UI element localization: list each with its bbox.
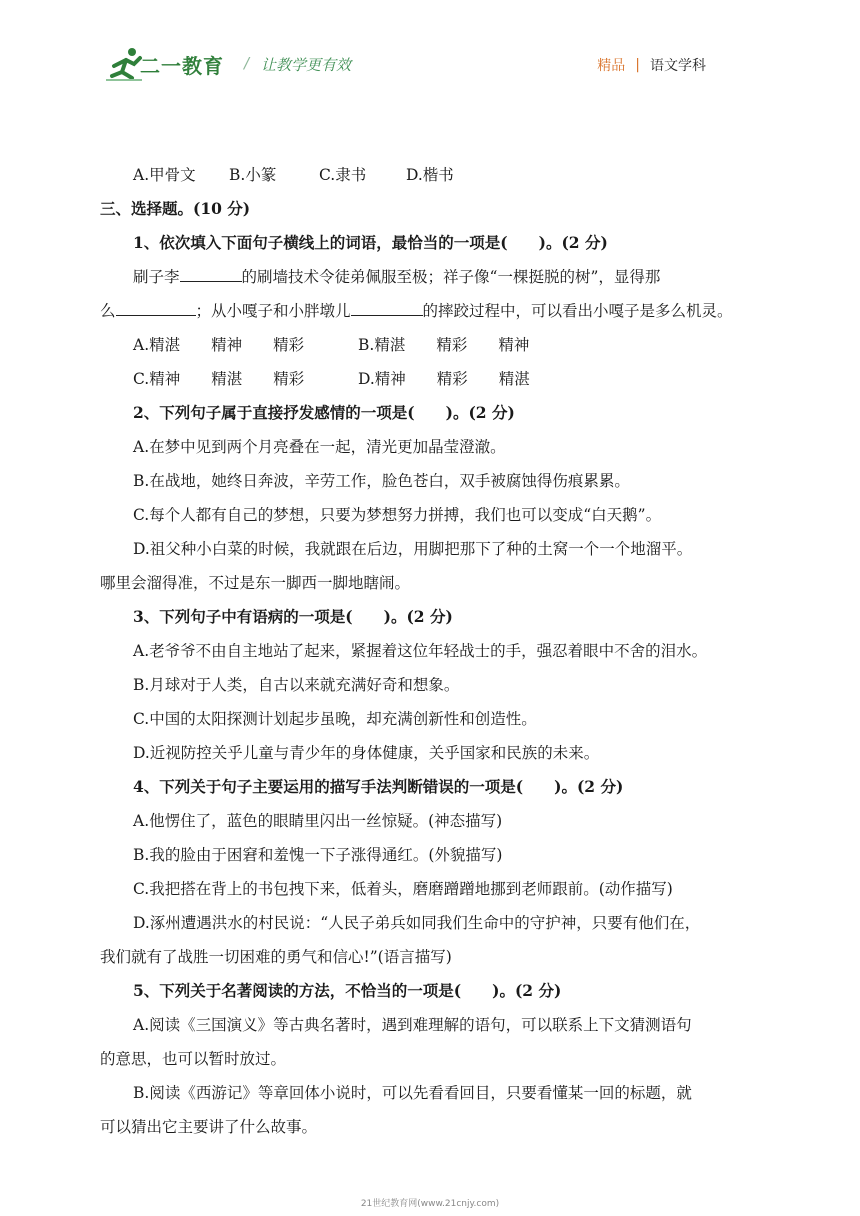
question-4-option-d-cont: 我们就有了战胜一切困难的勇气和信心!”(语言描写) — [100, 948, 452, 966]
option-c: C.精神 精湛 精彩 — [133, 370, 305, 388]
option-d: D.楷书 — [406, 166, 454, 184]
page-footer: 21世纪教育网(www.21cnjy.com) — [360, 1199, 500, 1209]
question-2-option-b: B.在战地，她终日奔波，辛劳工作，脸色苍白，双手被腐蚀得伤痕累累。 — [133, 472, 630, 490]
brand-name: 二一教育 — [140, 54, 224, 78]
question-5: 5、下列关于名著阅读的方法，不恰当的一项是( )。(2 分) — [133, 981, 562, 1000]
stem-text: 的摔跤过程中，可以看出小嘎子是多么机灵。 — [422, 302, 733, 320]
option-d: D.精神 精彩 精湛 — [358, 370, 530, 388]
question-4-option-c: C.我把搭在背上的书包拽下来，低着头，磨磨蹭蹭地挪到老师跟前。(动作描写) — [133, 880, 673, 898]
question-2-option-c: C.每个人都有自己的梦想，只要为梦想努力拼搏，我们也可以变成“白天鹅”。 — [133, 506, 662, 524]
blank-3 — [351, 295, 423, 316]
question-1-stem-line1 — [100, 260, 770, 294]
question-4-option-b: B.我的脸由于困窘和羞愧一下子涨得通红。(外貌描写) — [133, 846, 503, 864]
prev-question-options — [100, 158, 770, 192]
page-header — [0, 0, 860, 100]
question-4-option-a: A.他愣住了，蓝色的眼睛里闪出一丝惊疑。(神态描写) — [133, 812, 503, 830]
slogan: 让教学更有效 — [261, 56, 352, 74]
question-3-option-b: B.月球对于人类，自古以来就充满好奇和想象。 — [133, 676, 460, 694]
blank-2 — [116, 295, 196, 316]
stem-text: 刷子李 — [133, 268, 180, 286]
question-3: 3、下列句子中有语病的一项是( )。(2 分) — [133, 607, 453, 626]
question-2-option-d-cont: 哪里会溜得准，不过是东一脚西一脚地瞎闹。 — [100, 574, 411, 592]
question-3-option-c: C.中国的太阳探测计划起步虽晚，却充满创新性和创造性。 — [133, 710, 537, 728]
question-4-option-d: D.涿州遭遇洪水的村民说：“人民子弟兵如同我们生命中的守护神，只要有他们在， — [133, 914, 701, 932]
question-1-stem-line2 — [100, 294, 770, 328]
slogan-separator: / — [244, 54, 250, 72]
question-4: 4、下列关于句子主要运用的描写手法判断错误的一项是( )。(2 分) — [133, 777, 624, 796]
section-heading: 三、选择题。(10 分) — [100, 199, 251, 218]
stem-text: 么 — [100, 302, 116, 320]
premium-tag: 精品 — [597, 58, 626, 74]
stem-text: ；从小嘎子和小胖墩儿 — [195, 302, 351, 320]
option-a: A.精湛 精神 精彩 — [133, 336, 305, 354]
question-1-options-row2 — [100, 362, 770, 396]
question-2: 2、下列句子属于直接抒发感情的一项是( )。(2 分) — [133, 403, 515, 422]
tag-separator: | — [635, 57, 640, 73]
question-3-option-d: D.近视防控关乎儿童与青少年的身体健康，关乎国家和民族的未来。 — [133, 744, 600, 762]
subject-tag: 语文学科 — [650, 58, 706, 74]
option-a: A.甲骨文 — [133, 166, 196, 184]
option-c: C.隶书 — [319, 166, 367, 184]
question-5-option-b-cont: 可以猜出它主要讲了什么故事。 — [100, 1118, 318, 1136]
question-1-options-row1 — [100, 328, 770, 362]
header-tags — [597, 55, 706, 75]
question-1: 1、依次填入下面句子横线上的词语，最恰当的一项是( )。(2 分) — [133, 233, 608, 252]
question-2-option-a: A.在梦中见到两个月亮叠在一起，清光更加晶莹澄澈。 — [133, 438, 506, 456]
option-b: B.小篆 — [229, 166, 277, 184]
question-2-option-d: D.祖父种小白菜的时候，我就跟在后边，用脚把那下了种的土窝一个一个地溜平。 — [133, 540, 693, 558]
question-5-option-a-cont: 的意思，也可以暂时放过。 — [100, 1050, 287, 1068]
option-b: B.精湛 精彩 精神 — [358, 336, 530, 354]
blank-1 — [180, 261, 242, 282]
stem-text: 的刷墙技术令徒弟佩服至极；祥子像“一棵挺脱的树”，显得那 — [241, 268, 661, 286]
question-3-option-a: A.老爷爷不由自主地站了起来，紧握着这位年轻战士的手，强忍着眼中不舍的泪水。 — [133, 642, 708, 660]
document-body — [100, 158, 770, 1144]
question-5-option-b: B.阅读《西游记》等章回体小说时，可以先看看回目，只要看懂某一回的标题，就 — [133, 1084, 692, 1102]
question-5-option-a: A.阅读《三国演义》等古典名著时，遇到难理解的语句，可以联系上下文猜测语句 — [133, 1016, 692, 1034]
